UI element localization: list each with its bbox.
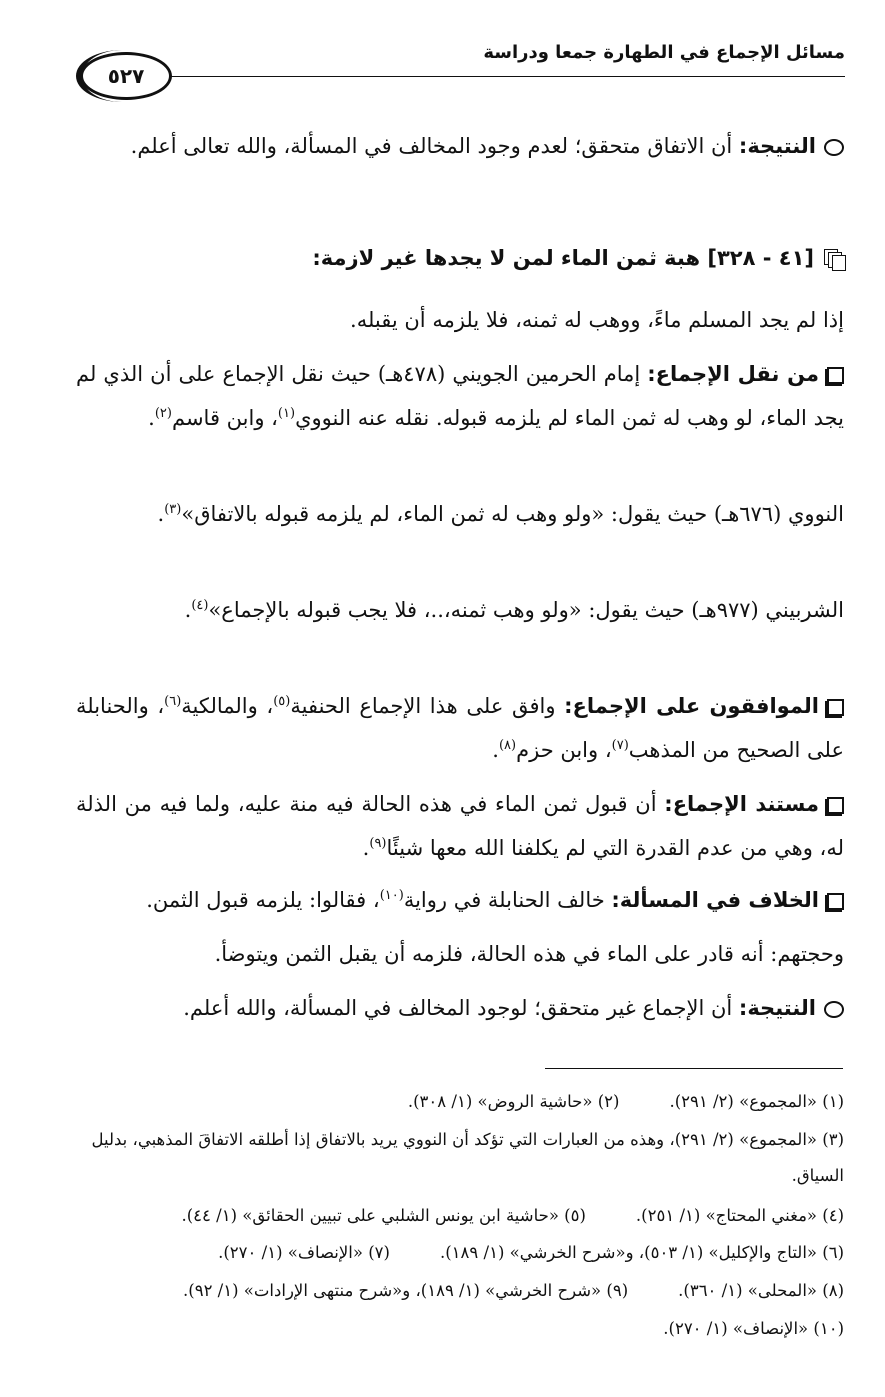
disagreement-paragraph: [76, 878, 844, 922]
result-paragraph-1: [76, 124, 844, 168]
agreeing-parties-paragraph: [76, 684, 844, 772]
nawawi-quote-end: .: [157, 502, 165, 526]
consensus-basis-paragraph: [76, 782, 844, 870]
page-number-oval: [80, 52, 172, 100]
footnote-ref-6[interactable]: (٦): [164, 694, 182, 709]
transmitters-label: من نقل الإجماع:: [647, 362, 819, 386]
result-label: النتيجة:: [738, 134, 816, 158]
shirbini-quote: [76, 588, 844, 632]
disagreement-label: الخلاف في المسألة:: [611, 888, 819, 912]
square-bullet-icon: [827, 367, 844, 384]
footnote-9: (٩) «شرح الخرشي» (١/ ١٨٩)، و«شرح منتهى الإرادات» (١/ ٩٢).: [183, 1281, 629, 1300]
disagreement-text-a: خالف الحنابلة في رواية: [403, 888, 612, 912]
square-bullet-icon: [827, 699, 844, 716]
documents-icon: [824, 249, 844, 269]
footnote-ref-7[interactable]: (٧): [611, 738, 629, 753]
issue-heading: [76, 236, 844, 280]
footnote-ref-1[interactable]: (١): [277, 406, 296, 421]
agreeing-text-e: .: [492, 738, 499, 762]
footnote-7: (٧) «الإنصاف» (١/ ٢٧٠).: [218, 1243, 390, 1262]
square-bullet-icon: [827, 893, 844, 910]
transmitters-text-b: ، وابن قاسم: [171, 406, 278, 430]
basis-label: مستند الإجماع:: [664, 792, 819, 816]
footnote-ref-2[interactable]: (٢): [154, 406, 172, 421]
agreeing-text-c: ، والحنابلة على الصحيح من المذهب: [76, 694, 844, 762]
footnote-5: (٥) «حاشية ابن يونس الشلبي على تبيين الحقائق» (١/ ٤٤).: [181, 1206, 586, 1225]
footnote-ref-4[interactable]: (٤): [191, 598, 209, 613]
footnote-ref-5[interactable]: (٥): [273, 694, 291, 709]
square-bullet-icon: [827, 797, 844, 814]
footnote-ref-9[interactable]: (٩): [369, 836, 387, 851]
nawawi-quote-text: النووي (٦٧٦هـ) حيث يقول: «ولو وهب له ثمن الماء، لم يلزمه قبوله بالاتفاق»: [181, 502, 844, 526]
disagreement-text-b: ، فقالوا: يلزمه قبول الثمن.: [146, 888, 380, 912]
header-rule: [170, 76, 845, 77]
basis-end: .: [362, 836, 370, 860]
running-head-title: مسائل الإجماع في الطهارة جمعا ودراسة: [483, 42, 845, 63]
footnote-rule: [545, 1068, 843, 1069]
page-number: ٥٢٧: [107, 64, 145, 88]
shirbini-quote-end: .: [184, 598, 192, 622]
agreeing-text-a: وافق على هذا الإجماع الحنفية: [290, 694, 565, 718]
footnote-line-6: [76, 1235, 844, 1271]
circle-bullet-icon: [824, 1001, 844, 1018]
issue-heading-text: [٤١ - ٣٢٨] هبة ثمن الماء لمن لا يجدها غير لازمة:: [312, 246, 814, 270]
footnote-3: (٣) «المجموع» (٢/ ٢٩١)، وهذه من العبارات التي تؤكد أن النووي يريد بالاتفاق إذا أطلقه الاتفاقَ المذهبي، بدليل السياق.: [91, 1130, 844, 1185]
basis-text: أن قبول ثمن الماء في هذه الحالة فيه منة عليه، ولما فيه من الذلة له، وهي من عدم القدرة التي لم يكلفنا الله معها شيئًا: [76, 792, 844, 860]
agreeing-label: الموافقون على الإجماع:: [564, 694, 819, 718]
nawawi-quote: [76, 492, 844, 536]
footnote-1: (١) «المجموع» (٢/ ٢٩١).: [669, 1092, 844, 1111]
footnote-2: (٢) «حاشية الروض» (١/ ٣٠٨).: [407, 1092, 620, 1111]
result-text-2: أن الإجماع غير متحقق؛ لوجود المخالف في المسألة، والله أعلم.: [183, 996, 739, 1020]
footnote-ref-3[interactable]: (٣): [164, 502, 182, 517]
footnote-line-8: [76, 1273, 844, 1309]
transmitters-text-c: .: [148, 406, 155, 430]
issue-statement: إذا لم يجد المسلم ماءً، ووهب له ثمنه، فلا يلزمه أن يقبله.: [350, 308, 844, 332]
result-label-2: النتيجة:: [738, 996, 816, 1020]
circle-bullet-icon: [824, 139, 844, 156]
footnote-line-1: [76, 1084, 844, 1120]
shirbini-quote-text: الشربيني (٩٧٧هـ) حيث يقول: «ولو وهب ثمنه،..، فلا يجب قبوله بالإجماع»: [208, 598, 844, 622]
footnote-8: (٨) «المحلى» (١/ ٣٦٠).: [678, 1281, 844, 1300]
agreeing-text-d: ، وابن حزم: [516, 738, 612, 762]
result-paragraph-2: [76, 986, 844, 1030]
footnote-ref-8[interactable]: (٨): [498, 738, 517, 753]
footnote-ref-10[interactable]: (١٠): [379, 888, 404, 903]
footnote-4: (٤) «مغني المحتاج» (١/ ٢٥١).: [635, 1206, 844, 1225]
result-text: أن الاتفاق متحقق؛ لعدم وجود المخالف في المسألة، والله تعالى أعلم.: [130, 134, 739, 158]
footnote-6: (٦) «التاج والإكليل» (١/ ٥٠٣)، و«شرح الخرشي» (١/ ١٨٩).: [439, 1243, 844, 1262]
footnote-10: (١٠) «الإنصاف» (١/ ٢٧٠).: [663, 1319, 844, 1338]
agreeing-text-b: ، والمالكية: [181, 694, 274, 718]
transmitters-text: إمام الحرمين الجويني (٤٧٨هـ) حيث نقل الإجماع على أن الذي لم يجد الماء، لو وهب له ثمن الماء لم يلزمه قبوله. نقله عنه النووي: [76, 362, 844, 430]
argument-paragraph: وحجتهم: أنه قادر على الماء في هذه الحالة، فلزمه أن يقبل الثمن ويتوضأ.: [214, 942, 844, 966]
footnote-line-4: [76, 1198, 844, 1234]
consensus-transmitters-paragraph: [76, 352, 844, 440]
